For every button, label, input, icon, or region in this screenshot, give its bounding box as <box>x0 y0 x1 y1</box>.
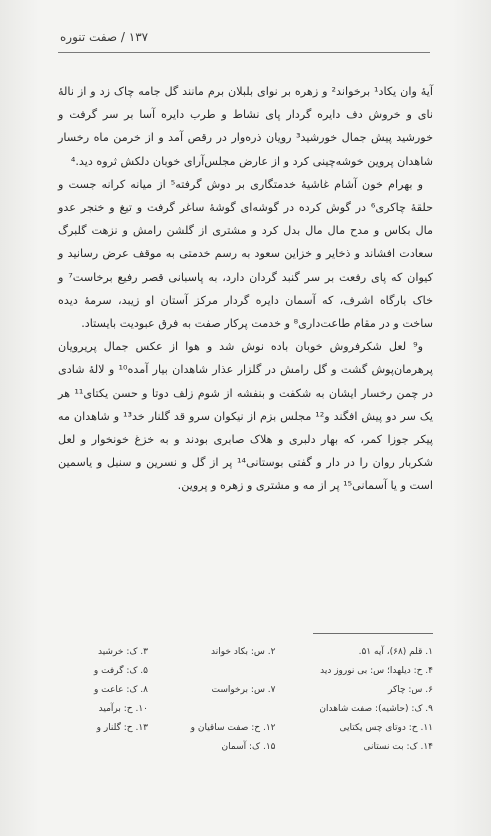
footnote-row <box>58 719 433 738</box>
paragraph: و⁹ لعل شکرفروش خوبان باده نوش شد و هوا از عکس جمال پریرویان پرهرمان‌پوش گشت و گل رامش در گلزار عذار شاهدان بیار آمده¹⁰ و لالهٔ شادی در چمن رخسار ایشان به شکفت و بنفشه از شوم زلف دوتا و حسن یکتای¹¹ هر یک سر دو پیش افگند و¹² مجلس بزم از نیکوان سرو قد گلنار خد¹³ و شاهدان مه پیکر جوزا کمر، که بهار دلبری و هلاک صابری بودند و به خزغ خونخوار و لعل شکربار روان را در دار و گفتی بوستانی¹⁴ پر از گل و نسرین و سنبل و یاسمین است و یا آسمانی¹⁵ پر از مه و مشتری و زهره و پروین. <box>58 340 434 493</box>
footnote: ۸. ک: عاعت و <box>93 685 148 695</box>
footnote <box>156 662 276 681</box>
header-divider <box>58 52 430 53</box>
footnote-divider <box>313 633 433 634</box>
footnote: ۱۱. ح: دوتای چس یکتایی <box>339 723 433 733</box>
footnote: ۵. ک: گرفت و <box>93 666 148 676</box>
footnote: ۱۲. ح: صفت ساقیان و <box>190 723 276 733</box>
footnote: ۱۵. ک: آسمان <box>221 742 276 752</box>
footnote <box>58 738 148 757</box>
footnote-row <box>58 700 433 719</box>
footnote: ۱۴. ک: بت نستانی <box>363 742 433 752</box>
paragraph: آیهٔ وان یکاد¹ برخواند² و زهره بر نوای بلبلان برم مانند گل جامه چاک زد و از نالهٔ نای و خروش دف دایره گردار پای نشاط و طرب دایره آسا بر سر گرفت و خورشید پیش جمال خورشید³ رویان ذره‌وار در رقص آمد و از خرمن ماه رخسار شاهدان پروین خوشه‌چینی کرد و از عارض مجلس‌آرای خوبان دلکش ثروه دید.⁴ <box>58 85 433 168</box>
footnote: ۲. س: بکاد خواند <box>211 647 276 657</box>
footnote: ۱. قلم (۶۸)، آیه ۵۱. <box>358 647 433 657</box>
footnote: ۱۰. ح: برآمید <box>98 704 148 714</box>
running-header: ۱۳۷ / صفت تنوره <box>60 30 149 44</box>
paragraph: و بهرام خون آشام غاشیهٔ خدمتگاری بر دوش گرفته⁵ از میانه کرانه جست و حلقهٔ چاکری⁶ در گوش کرده در گوشه‌ای گوشهٔ ساغر گرفت و تیغ و خنجر عدو مال بکاس و مدح مال مال بدل کرد و مشتری از گلشن رامش و نزهت گلبرگ سعادت افشاند و ذخایر و خزاین سعود به رسم خدمتی به موقف عرض رسانید و کیوان که پای رفعت بر سر گنبد گردان دارد، به پاسبانی قصر رفیع برخاست⁷ و خاک بارگاه اشرف، که آسمان دایره گردار مرکز آستان او زیبد، سرمهٔ دیده ساخت و در مقام طاعت‌داری⁸ و خدمت پرکار صفت به فرق عبودیت بایستاد. <box>58 177 433 331</box>
footnote: ۴. ح: دیلهدا؛ س: بی نوروز دید <box>320 666 433 676</box>
footnote-row <box>58 643 433 662</box>
footnote-row <box>58 681 433 700</box>
footnotes <box>58 643 433 757</box>
footnote-row <box>58 738 433 757</box>
footnote: ۹. ک: (حاشیه): صفت شاهدان <box>319 704 433 714</box>
footnote: ۷. س: برخواست <box>211 685 276 695</box>
footnote-row <box>58 662 433 681</box>
footnote: ۳. ک: خرشید <box>97 647 148 657</box>
footnote: ۱۳. ح: گلنار و <box>96 723 148 733</box>
footnote: ۶. س: چاکر <box>387 685 433 695</box>
footnote <box>156 700 276 719</box>
body-text <box>58 80 433 498</box>
